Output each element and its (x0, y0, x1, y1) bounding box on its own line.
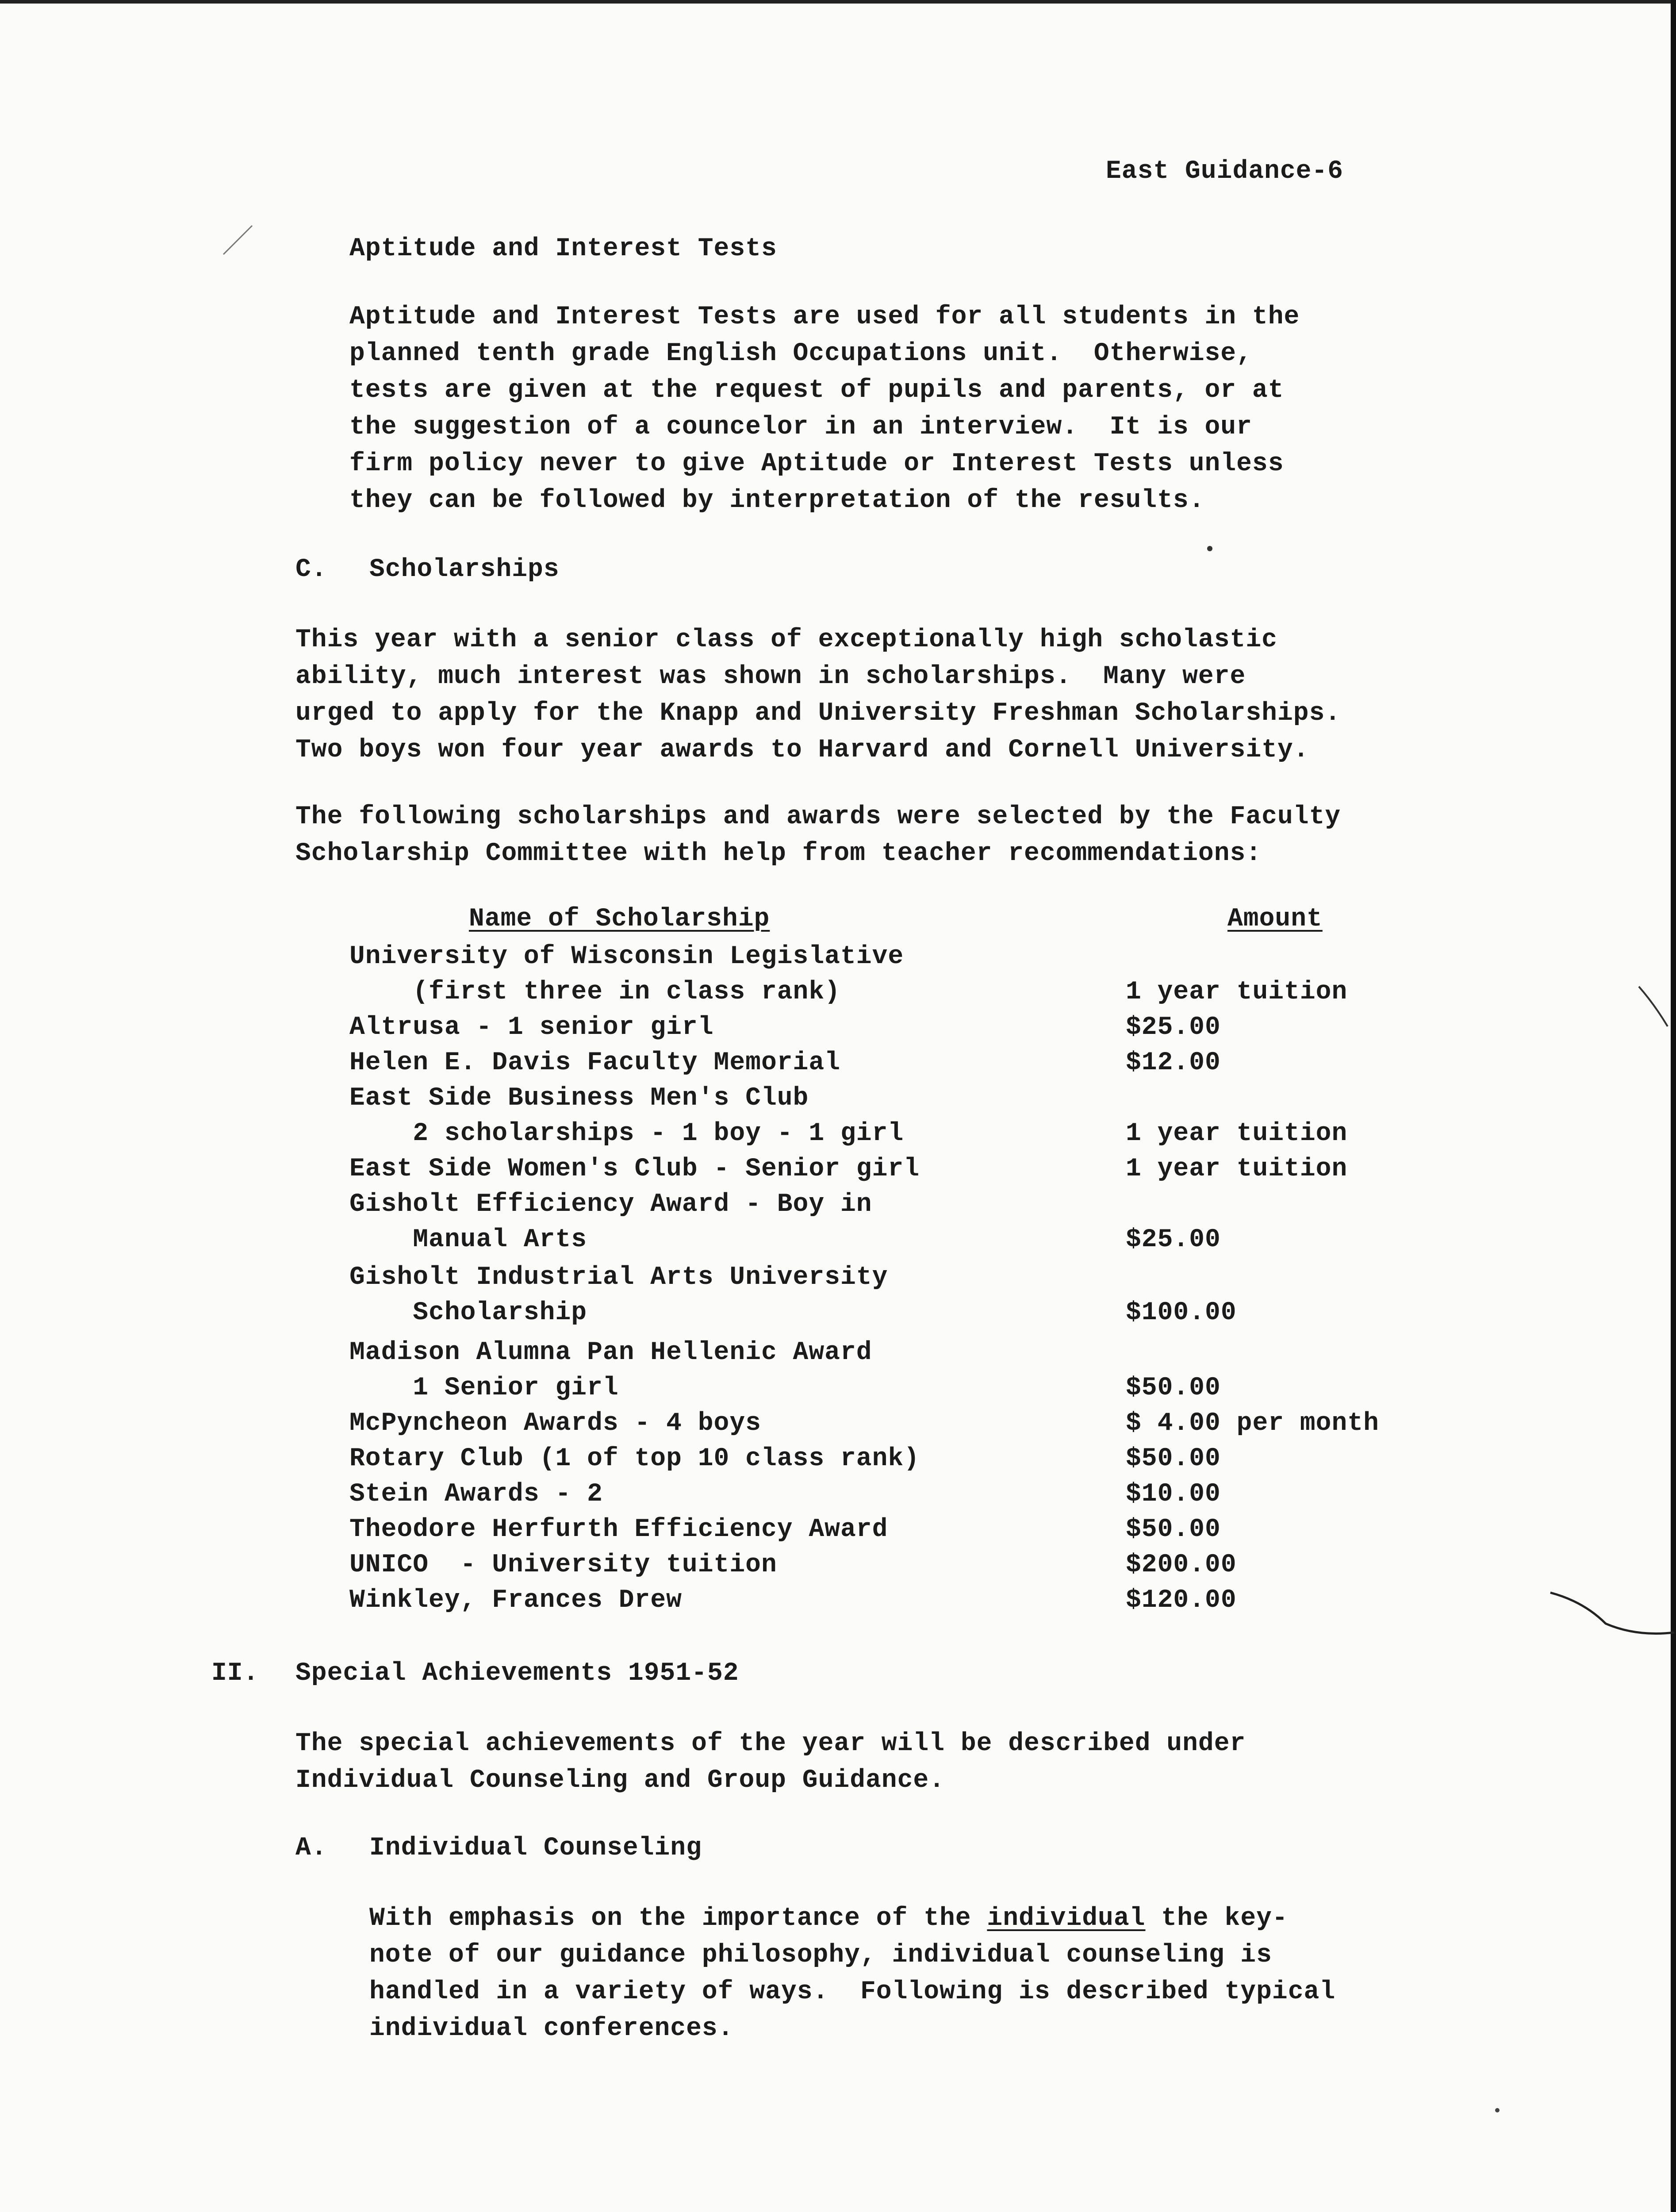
individual-counseling-heading: Individual Counseling (369, 1834, 702, 1863)
paragraph-line: With emphasis on the importance of the individual the key- (369, 1904, 1288, 1933)
scan-edge-top (0, 0, 1676, 4)
paragraph-line: planned tenth grade English Occupations unit. Otherwise, (349, 339, 1252, 368)
section-c-marker: C. (295, 555, 327, 584)
paragraph-line: Scholarship Committee with help from teacher recommendations: (295, 839, 1262, 868)
scholarship-amount: $200.00 (1126, 1551, 1237, 1579)
scholarship-name: University of Wisconsin Legislative (349, 942, 904, 971)
scholarship-name: Scholarship (349, 1298, 587, 1327)
scholarship-amount: $10.00 (1126, 1480, 1221, 1509)
paragraph-line: The special achievements of the year will be described under (295, 1729, 1246, 1758)
paragraph-line: Aptitude and Interest Tests are used for all students in the (349, 303, 1300, 331)
scholarship-amount: $120.00 (1126, 1586, 1237, 1615)
scholarship-name: Winkley, Frances Drew (349, 1586, 682, 1615)
scholarships-heading: Scholarships (369, 555, 560, 584)
scholarship-amount: $12.00 (1126, 1048, 1221, 1077)
stray-pen-mark (221, 221, 257, 257)
paragraph-line: the suggestion of a councelor in an interview. It is our (349, 413, 1252, 442)
scholarship-amount: $ 4.00 per month (1126, 1409, 1379, 1438)
column-header-amount: Amount (1227, 905, 1323, 933)
scholarship-amount: $50.00 (1126, 1515, 1221, 1544)
scholarship-name: East Side Business Men's Club (349, 1084, 809, 1113)
paragraph-line: note of our guidance philosophy, individual counseling is (369, 1941, 1272, 1970)
stray-pen-mark (1548, 1584, 1676, 1646)
scholarship-amount: $50.00 (1126, 1444, 1221, 1473)
scholarship-name: Altrusa - 1 senior girl (349, 1013, 714, 1042)
scholarship-amount: $25.00 (1126, 1225, 1221, 1254)
emphasized-word: individual (987, 1904, 1146, 1933)
scholarship-name: Manual Arts (349, 1225, 587, 1254)
scholarship-name: Helen E. Davis Faculty Memorial (349, 1048, 840, 1077)
paragraph-line: they can be followed by interpretation of the results. (349, 486, 1205, 515)
scholarship-name: 1 Senior girl (349, 1374, 619, 1402)
scholarship-amount: $50.00 (1126, 1374, 1221, 1402)
scholarships-selection-paragraph (295, 799, 1341, 872)
paragraph-line: urged to apply for the Knapp and University Freshman Scholarships. (295, 699, 1341, 728)
scholarship-amount: 1 year tuition (1126, 1155, 1348, 1183)
page-label: East Guidance-6 (1106, 157, 1344, 186)
paragraph-line: handled in a variety of ways. Following is described typical (369, 1978, 1336, 2006)
paragraph-line: Two boys won four year awards to Harvard and Cornell University. (295, 736, 1309, 764)
special-achievements-heading: Special Achievements 1951-52 (295, 1659, 739, 1688)
scholarship-amount: 1 year tuition (1126, 978, 1348, 1006)
scholarship-name: 2 scholarships - 1 boy - 1 girl (349, 1119, 904, 1148)
paragraph-line: ability, much interest was shown in scholarships. Many were (295, 662, 1246, 691)
scholarship-name: Gisholt Industrial Arts University (349, 1263, 888, 1292)
scholarship-name: Rotary Club (1 of top 10 class rank) (349, 1444, 920, 1473)
paragraph-line: Individual Counseling and Group Guidance. (295, 1766, 945, 1795)
aptitude-heading: Aptitude and Interest Tests (349, 234, 777, 263)
paragraph-line: individual conferences. (369, 2014, 734, 2043)
paragraph-line: firm policy never to give Aptitude or Interest Tests unless (349, 449, 1284, 478)
stray-dot-mark (1203, 540, 1216, 557)
scholarship-name: (first three in class rank) (349, 978, 840, 1006)
special-achievements-paragraph (295, 1725, 1246, 1799)
aptitude-paragraph (349, 299, 1300, 519)
scholarship-name: McPyncheon Awards - 4 boys (349, 1409, 761, 1438)
section-ii-marker: II. (211, 1659, 259, 1688)
column-header-name: Name of Scholarship (469, 905, 770, 933)
paragraph-line: The following scholarships and awards were selected by the Faculty (295, 803, 1341, 831)
paragraph-line: tests are given at the request of pupils and parents, or at (349, 376, 1284, 405)
scholarship-amount: $100.00 (1126, 1298, 1237, 1327)
scholarship-name: Theodore Herfurth Efficiency Award (349, 1515, 888, 1544)
stray-dot-mark (1491, 2101, 1504, 2119)
scholarship-name: Madison Alumna Pan Hellenic Award (349, 1338, 872, 1367)
scholarship-amount: 1 year tuition (1126, 1119, 1348, 1148)
scholarship-name: UNICO - University tuition (349, 1551, 777, 1579)
paragraph-line: This year with a senior class of exceptionally high scholastic (295, 626, 1277, 654)
stray-pen-mark (1637, 982, 1672, 1031)
scholarship-amount: $25.00 (1126, 1013, 1221, 1042)
scholarship-name: East Side Women's Club - Senior girl (349, 1155, 920, 1183)
scan-edge-right (1671, 0, 1676, 2212)
section-a-marker: A. (295, 1834, 327, 1863)
scholarships-intro-paragraph (295, 622, 1341, 768)
individual-counseling-paragraph (369, 1900, 1335, 2047)
scholarship-name: Stein Awards - 2 (349, 1480, 603, 1509)
scholarship-name: Gisholt Efficiency Award - Boy in (349, 1190, 872, 1219)
